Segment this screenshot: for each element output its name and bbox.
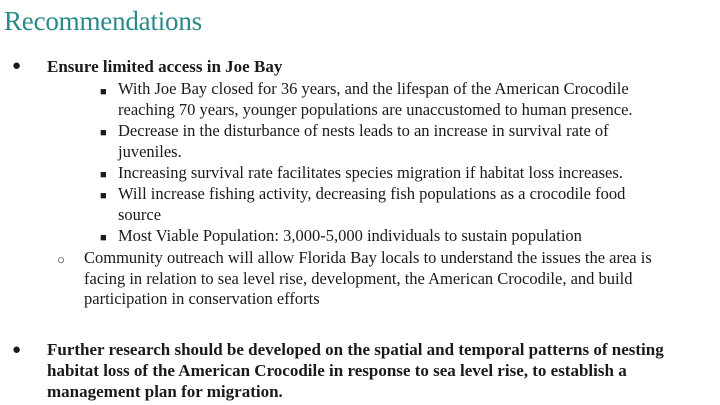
subpoint-marker: ■ [100,169,107,181]
subpoint-marker: ■ [100,127,107,139]
bullet-paragraph: Further research should be developed on the spatial and temporal patterns of nesting habitat loss of the American Crocodile in response to sea level rise, to establish a management plan for migration. [47,340,664,401]
subpoint-text: Decrease in the disturbance of nests leads to an increase in survival rate of juveniles. [118,121,609,161]
subpoint-text: Will increase fishing activity, decreasing fish populations as a crocodile food source [118,184,626,224]
subpoint-text: Increasing survival rate facilitates species migration if habitat loss increases. [118,163,623,182]
bullet-marker: ● [12,58,22,74]
subpoint-marker: ■ [100,86,107,98]
subpoint-text: Most Viable Population: 3,000-5,000 individuals to sustain population [118,226,582,245]
bullet-heading: Ensure limited access in Joe Bay [47,57,283,76]
slide-title: Recommendations [4,6,202,36]
subpoint-marker: ■ [100,232,107,244]
subpoint-text: With Joe Bay closed for 36 years, and the lifespan of the American Crocodile reaching 70 years, younger populations are unaccustomed to human presence. [118,79,633,119]
outreach-marker: ○ [57,252,65,267]
outreach-text: Community outreach will allow Florida Bay locals to understand the issues the area is facing in relation to sea level rise, development, the American Crocodile, and build participation in conservation efforts [84,248,652,308]
bullet-marker: ● [12,342,22,358]
subpoint-marker: ■ [100,190,107,202]
